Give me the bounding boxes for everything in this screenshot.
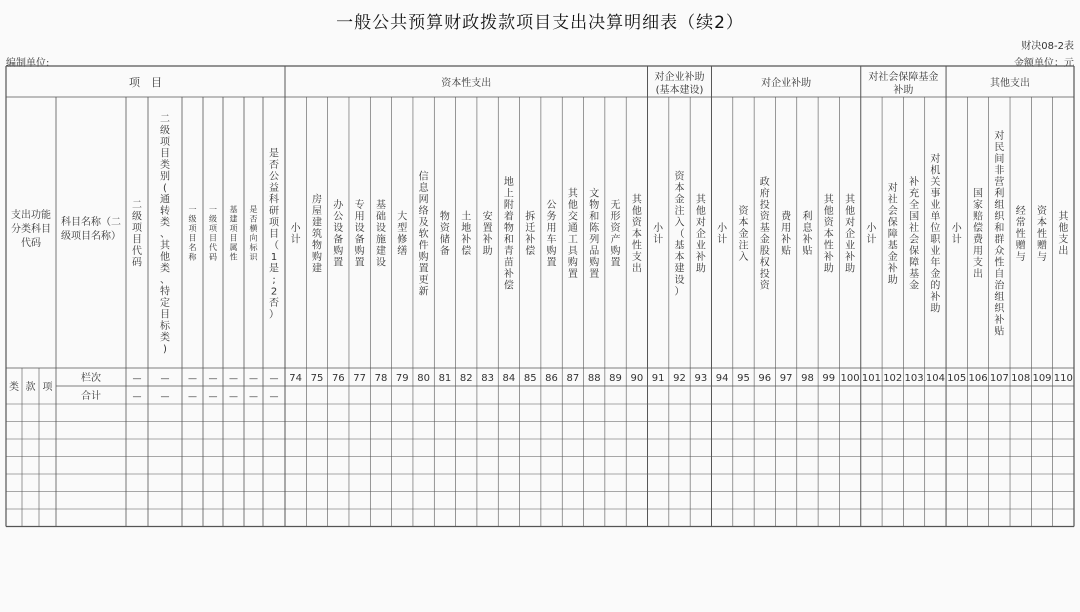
group-header-4: 对社会保障基金: [868, 72, 939, 83]
data-header-85: 拆迁补偿: [525, 211, 536, 257]
heji-dash: —: [132, 392, 142, 402]
data-header-80: 信息网络及软件购置更新: [418, 171, 429, 298]
left-header-8: 是否横向标识: [249, 205, 258, 262]
data-header-90: 其他资本性支出: [631, 194, 642, 275]
lanci-dash: —: [160, 374, 170, 384]
report-title: 一般公共预算财政拨款项目支出决算明细表（续2）: [336, 13, 744, 33]
group-header-5: 其他支出: [990, 78, 1031, 89]
column-number-85: 85: [523, 373, 537, 384]
lanci-dash: —: [229, 374, 238, 384]
left-header-2: 科目名称（二: [61, 217, 121, 228]
column-number-84: 84: [502, 373, 516, 384]
data-header-103: 补充全国社会保障基金: [909, 177, 920, 292]
group-header-2: 对企业补助: [654, 72, 705, 83]
data-header-83: 安置补助: [482, 211, 493, 257]
data-header-84: 地上附着物和青苗补偿: [503, 177, 514, 292]
lanci-dash: —: [269, 374, 279, 384]
column-number-106: 106: [968, 373, 988, 384]
group-header-2: (基本建设): [655, 85, 704, 96]
column-number-74: 74: [289, 373, 303, 384]
left-header-2: 级项目名称）: [61, 231, 121, 242]
row-label-kuan: 款: [25, 382, 36, 393]
left-header-6: 一级项目代码: [209, 205, 217, 262]
column-number-99: 99: [822, 373, 836, 384]
left-header-7: 基建项目属性: [229, 205, 238, 262]
group-header-3: 对企业补助: [761, 78, 812, 89]
column-number-107: 107: [989, 373, 1009, 384]
column-number-88: 88: [587, 373, 601, 384]
left-header-1: 分类科目: [11, 224, 51, 235]
amount-unit-label: 金额单位：元: [1014, 58, 1074, 69]
column-number-79: 79: [395, 373, 409, 384]
data-header-95: 资本金注入: [738, 205, 749, 263]
data-header-110: 其他支出: [1058, 211, 1069, 257]
data-header-107: 对民间非营利组织和群众性自治组织补贴: [994, 131, 1005, 338]
data-header-76: 办公设备购置: [333, 200, 344, 269]
data-header-101: 小计: [866, 223, 877, 246]
row-label-xiang: 项: [42, 382, 53, 393]
data-header-98: 利息补贴: [802, 211, 813, 257]
column-number-109: 109: [1032, 373, 1052, 384]
project-header: 项 目: [129, 76, 162, 89]
column-number-110: 110: [1053, 373, 1073, 384]
column-number-82: 82: [459, 373, 473, 384]
column-number-97: 97: [779, 373, 793, 384]
data-header-77: 专用设备购置: [354, 200, 365, 269]
left-header-1: 支出功能: [11, 210, 51, 221]
data-header-109: 资本性赠与: [1037, 205, 1048, 263]
column-number-105: 105: [947, 373, 967, 384]
row-label-lanci: 栏次: [81, 373, 101, 384]
data-header-87: 其他交通工具购置: [567, 188, 578, 280]
data-header-108: 经常性赠与: [1015, 205, 1026, 263]
lanci-dash: —: [188, 374, 197, 384]
column-number-91: 91: [651, 373, 665, 384]
data-header-100: 其他对企业补助: [845, 194, 856, 275]
column-number-78: 78: [374, 373, 388, 384]
data-header-91: 小计: [653, 223, 664, 246]
heji-dash: —: [229, 392, 238, 402]
heji-dash: —: [208, 392, 218, 402]
data-header-92: 资本金注入（基本建设）: [674, 171, 685, 298]
left-header-3: 二级项目代码: [132, 200, 142, 269]
heji-dash: —: [269, 392, 279, 402]
data-header-99: 其他资本性补助: [823, 194, 834, 275]
lanci-dash: —: [208, 374, 218, 384]
column-number-80: 80: [417, 373, 430, 384]
data-header-93: 其他对企业补助: [695, 194, 706, 275]
data-header-86: 公务用车购置: [546, 200, 557, 269]
column-number-94: 94: [715, 373, 729, 384]
data-header-105: 小计: [951, 223, 962, 246]
column-number-102: 102: [883, 373, 903, 384]
lanci-dash: —: [132, 374, 142, 384]
preparing-unit-label: 编制单位:: [6, 58, 50, 69]
column-number-93: 93: [694, 373, 708, 384]
column-number-86: 86: [545, 373, 558, 384]
column-number-76: 76: [331, 373, 345, 384]
data-header-82: 土地补偿: [461, 211, 472, 257]
data-header-97: 费用补贴: [781, 211, 792, 257]
data-header-89: 无形资产购置: [610, 200, 621, 269]
form-number: 财决08-2表: [1021, 41, 1074, 52]
data-header-78: 基础设施建设: [375, 200, 386, 269]
data-header-102: 对社会保障基金补助: [887, 182, 898, 286]
column-number-87: 87: [566, 373, 580, 384]
column-number-81: 81: [438, 373, 452, 384]
data-header-74: 小计: [290, 223, 301, 246]
column-number-104: 104: [925, 373, 945, 384]
data-header-106: 国家赔偿费用支出: [973, 188, 984, 280]
column-number-83: 83: [481, 373, 494, 384]
left-header-4: 二级项目类别(通转类、其他类、特定目标类): [160, 113, 170, 355]
data-header-75: 房屋建筑物购建: [311, 194, 322, 275]
column-number-98: 98: [801, 373, 814, 384]
data-header-104: 对机关事业单位职业年金的补助: [930, 154, 941, 315]
heji-dash: —: [160, 392, 170, 402]
column-number-77: 77: [353, 373, 367, 384]
left-header-9: 是否公益科研项目（ 1 是; 2 否）: [269, 148, 279, 321]
column-number-75: 75: [310, 373, 324, 384]
column-number-101: 101: [861, 373, 881, 384]
column-number-90: 90: [630, 373, 644, 384]
left-header-5: 一级项目名称: [188, 205, 197, 262]
data-header-88: 文物和陈列品购置: [589, 188, 600, 280]
data-header-94: 小计: [717, 223, 728, 246]
column-number-100: 100: [840, 373, 860, 384]
column-number-96: 96: [758, 373, 772, 384]
row-label-lei: 类: [9, 382, 19, 393]
data-header-79: 大型修缮: [397, 211, 408, 257]
lanci-dash: —: [249, 374, 258, 384]
data-header-96: 政府投资基金股权投资: [759, 177, 770, 292]
column-number-95: 95: [737, 373, 750, 384]
column-number-108: 108: [1011, 373, 1031, 384]
heji-dash: —: [188, 392, 197, 402]
left-header-1: 代码: [21, 238, 41, 249]
column-number-103: 103: [904, 373, 924, 384]
column-number-89: 89: [609, 373, 622, 384]
data-header-81: 物资储备: [439, 211, 450, 257]
group-header-1: 资本性支出: [441, 78, 492, 89]
heji-dash: —: [249, 392, 258, 402]
row-label-heji: 合计: [81, 391, 101, 402]
group-header-4: 补助: [893, 85, 914, 96]
column-number-92: 92: [673, 373, 686, 384]
